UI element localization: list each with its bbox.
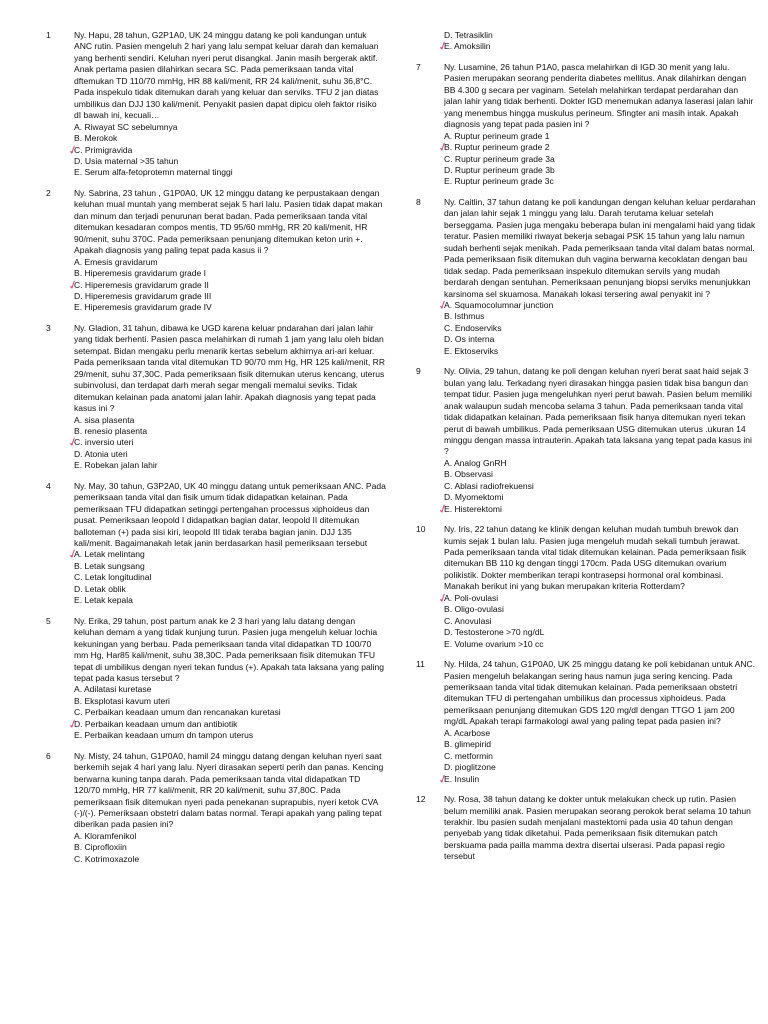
answer-option-text: C. Kotrimoxazole bbox=[74, 853, 140, 864]
answer-option-text: E. Histerektomi bbox=[444, 503, 502, 514]
answer-option[interactable] bbox=[444, 165, 756, 176]
answer-options bbox=[66, 256, 386, 314]
question-item bbox=[46, 751, 386, 866]
answer-option[interactable] bbox=[66, 276, 386, 293]
answer-options bbox=[66, 414, 386, 472]
answer-option[interactable] bbox=[444, 334, 756, 345]
question-stem: Ny. Olivia, 29 tahun, datang ke poli dengan keluhan nyeri berat saat haid sejak 3 bulan yang lalu. Terkadang nyeri dirasakan hingga pasien tidak bisa bangun dan tempat tidur. Pasien juga mengeluhkan nyeri perut bawah. Pasien belum memiliki anak walaupun sudah mencoba selama 3 tahun. Pada pemeriksaan tanda vital tidak didapatkan kelainan. Pada pemeriksaan fisik hanya ditemukan nyeri tekan perut di bawah umbilikus. Pada pemeriksaan USG ditemukan uterus .ukuran 14 minggu dengan massa intrauterin. Apakah tata laksana yang tepat pada kasus ini ? bbox=[444, 366, 752, 457]
answer-option-text: E. Amoksilin bbox=[444, 41, 491, 52]
answer-option[interactable] bbox=[74, 291, 386, 302]
answer-check-mark-icon: ✓ bbox=[436, 38, 450, 55]
answer-option[interactable] bbox=[444, 751, 756, 762]
question-item bbox=[416, 197, 756, 357]
answer-option-text: D. Usia maternal >35 tahun bbox=[74, 155, 179, 166]
question-item bbox=[416, 62, 756, 188]
answer-option-text: B. renesio plasenta bbox=[74, 425, 148, 436]
answer-option[interactable] bbox=[74, 842, 386, 853]
answer-option[interactable] bbox=[444, 311, 756, 322]
answer-option[interactable] bbox=[74, 415, 386, 426]
question-number: 6 bbox=[46, 750, 51, 761]
answer-option[interactable] bbox=[444, 604, 756, 615]
answer-option[interactable] bbox=[66, 715, 386, 733]
answer-option-text: C. Endoserviks bbox=[444, 322, 502, 333]
answer-option-text: C. Perbaikan keadaan umum dan rencanakan kuretasi bbox=[74, 707, 281, 718]
answer-option-text: E. Letak kepala bbox=[74, 595, 133, 606]
answer-option[interactable] bbox=[436, 500, 756, 517]
answer-option[interactable] bbox=[436, 38, 756, 55]
answer-option-text: E. Ruptur perineum grade 3c bbox=[444, 176, 554, 187]
answer-option-text: A. Ruptur perineum grade 1 bbox=[444, 130, 550, 141]
answer-option[interactable] bbox=[74, 572, 386, 583]
answer-check-mark-icon: ✓ bbox=[66, 715, 80, 733]
answer-option[interactable] bbox=[444, 728, 756, 739]
answer-option-text: D. Testosterone >70 ng/dL bbox=[444, 627, 545, 638]
answer-check-mark-icon: ✓ bbox=[436, 770, 450, 787]
answer-options bbox=[436, 589, 756, 650]
question-stem: Ny. Sabrina, 23 tahun , G1P0A0, UK 12 minggu datang ke perpustakaan dengan keluhan mual muntah yang memberat sejak 5 hari lalu. Pasien tidak dapat makan dan minum dan terjadi penurunan berat badan. Pada pemeriksaan tanda vital ditemukan kesadaran compos mentis, TD 95/60 mmHg, RR 20 kali/menit, HR 90/menit, suhu 370C. Pada pemeriksaan penunjang ditemukan keton urin +. Apakah diagnosis yang paling tepat pada kasus ii ? bbox=[74, 187, 383, 256]
right-column bbox=[416, 30, 756, 872]
answer-options bbox=[66, 546, 386, 606]
answer-option-text: A. Emesis gravidarum bbox=[74, 256, 158, 267]
answer-option[interactable] bbox=[74, 730, 386, 741]
answer-option-text: B. Oligo-ovulasi bbox=[444, 604, 504, 615]
answer-option[interactable] bbox=[74, 707, 386, 718]
answer-option-text: B. Hiperemesis gravidarum grade I bbox=[74, 268, 207, 279]
question-stem: Ny. Erika, 29 tahun, post partum anak ke 2 3 hari yang lalu datang dengan keluhan demam a yang tidak kunjung turun. Pasien juga mengeluh keluar lochia kekuningan yang berbau. Pada pemeriksaan tanda vital didapatkan TD 100/70 mm Hg, Har85 kali/menit, suhu 38,30C. Pada pemeriksaan fisik ditemukan TFU tepat di umbilikus dengan nyeri tekan fundus (+). Apakah tata laksana yang paling tepat pada kasus tersebut ? bbox=[74, 615, 385, 684]
answer-option[interactable] bbox=[444, 492, 756, 503]
answer-option[interactable] bbox=[444, 458, 756, 469]
question-stem: Ny. Misty, 24 tahun, G1P0A0, hamil 24 minggu datang dengan keluhan nyeri saat berkemih sejak 4 hari yang lalu. Nyeri dirasakan seperti perih dan panas. Kencing berwarna kuning tanpa darah. Pada pemeriksaan tanda vital didapatkan TD 120/70 mmHg, HR 77 kali/menit, RR 20 kali/menit, suhu 37,80C. Pada pemeriksaan fisik ditemukan nyeri pada penekanan suprapubis, nyeri ketok CVA (-)/(-). Pemeriksaan obstetri dalam batas normal. Terapi apakah yang paling tepat diberikan pada pasien ini? bbox=[74, 750, 384, 830]
question-stem: Ny. Hilda, 24 tahun, G1P0A0, UK 25 minggu datang ke poli kebidanan untuk ANC. Pasien mengeluh belakangan sering haus namun juga sering kencing. Pada pemeriksaan tanda vital tidak ditemukan kelainan. Pada pemeriksaan obstetri ditemukan TFU di pertengahan umbilikus dan processus xiphoideus. Pada pemeriksaan penunjang ditemukan GDS 120 mg/dl dengan TTGO 1 jam 200 mg/dL Apakah terapi farmakologi awal yang paling tepat pada pasien ini? bbox=[444, 659, 756, 727]
question-number: 9 bbox=[416, 366, 421, 377]
answer-option[interactable] bbox=[74, 831, 386, 842]
answer-option[interactable] bbox=[74, 561, 386, 572]
answer-option[interactable] bbox=[444, 616, 756, 627]
answer-options bbox=[436, 30, 756, 55]
answer-option[interactable] bbox=[444, 323, 756, 334]
answer-option-text: C. metformin bbox=[444, 750, 493, 761]
answer-option[interactable] bbox=[444, 176, 756, 187]
answer-option[interactable] bbox=[436, 138, 756, 156]
question-number: 10 bbox=[416, 524, 426, 535]
question-number: 12 bbox=[416, 794, 426, 805]
answer-option-text: D. pioglitzone bbox=[444, 762, 496, 773]
answer-option[interactable] bbox=[444, 131, 756, 142]
question-item bbox=[416, 524, 756, 650]
answer-option-text: D. Tetrasiklin bbox=[444, 30, 493, 40]
question-stem: Ny. Lusamine, 26 tahun P1A0, pasca melahirkan di IGD 30 menit yang lalu. Pasien merupakan seorang penderita diabetes mellitus. Anak dilahirkan dengan BB 4.300 g secara per vaginam. Setelah melahirkan terdapat perdarahan dan jalan lahir yang tidak berhenti. Dokter IGD menemukan adanya laserasi jalan lahir yang menembus hingga muskulus perineum. Sfingter ani masih intak. Apakah diagnosis yang tepat pada pasien ini ? bbox=[444, 61, 754, 130]
answer-option-text: E. Perbaikan keadaan umum dn tampon uterus bbox=[74, 730, 254, 741]
answer-option[interactable] bbox=[66, 546, 386, 563]
answer-option[interactable] bbox=[74, 460, 386, 471]
answer-option-text: E. Hiperemesis gravidarum grade IV bbox=[74, 302, 212, 313]
answer-option-text: B. Ruptur perineum grade 2 bbox=[444, 142, 550, 153]
answer-option-text: A. Adilatasi kuretase bbox=[74, 684, 152, 695]
question-number: 2 bbox=[46, 187, 51, 198]
answer-check-mark-icon: ✓ bbox=[66, 546, 80, 563]
question-stem: Ny. Iris, 22 tahun datang ke klinik dengan keluhan mudah tumbuh brewok dan kumis sejak 1 bulan lalu. Pasien juga mengeluh mudah sekali tumbuh jerawat. Pada pemeriksaan tanda vital tidak ditemukan kelainan. Pada pemeriksaan fisik ditemukan BB 110 kg dengan tinggi 170cm. Pada USG ditemukan ovarium polikistik. Dokter memberikan terapi kontrasepsi hormonal oral kombinasi. Manakah berikut ini yang bukan merupakan kriteria Rotterdam? bbox=[444, 524, 747, 592]
question-item bbox=[46, 188, 386, 314]
question-number: 1 bbox=[46, 30, 51, 40]
question-number: 7 bbox=[416, 61, 421, 72]
question-number: 11 bbox=[416, 659, 425, 670]
answer-options bbox=[436, 457, 756, 517]
answer-option[interactable] bbox=[74, 122, 386, 133]
answer-option[interactable] bbox=[74, 684, 386, 695]
answer-option-text: B. Eksplotasi kavum uteri bbox=[74, 695, 170, 706]
answer-option-text: E. Robekan jalan lahir bbox=[74, 460, 158, 471]
answer-option-text: A. Kloramfenikol bbox=[74, 830, 137, 841]
answer-option-text: B. Merokok bbox=[74, 133, 118, 144]
answer-option[interactable] bbox=[74, 268, 386, 279]
answer-option[interactable] bbox=[74, 167, 386, 178]
answer-option-text: C. Hiperemesis gravidarum grade II bbox=[74, 279, 209, 290]
answer-option[interactable] bbox=[74, 696, 386, 707]
question-item bbox=[46, 30, 386, 179]
answer-option-text: B. glimepirid bbox=[444, 739, 492, 750]
question-number: 5 bbox=[46, 615, 51, 626]
answer-options bbox=[436, 130, 756, 188]
answer-option-text: E. Insulin bbox=[444, 773, 480, 784]
answer-option[interactable] bbox=[74, 854, 386, 865]
question-item bbox=[416, 366, 756, 515]
question-6-continuation bbox=[416, 30, 756, 53]
question-stem: Ny. Hapu, 28 tahun, G2P1A0, UK 24 minggu datang ke poli kandungan untuk ANC rutin. Pasien mengeluh 2 hari yang lalu sempat keluar darah dan kemaluan yang berhenti sendiri. Keluhan nyeri perut disangkal. Janin masih bergerak aktif. Anak pertama pasien dilahirkan secara SC. Pada pemeriksaan tanda vital dftemukan TD 110/70 mmHg, HR 88 kali/menit, RR 24 kali/menit, suhu 36,8°C. Pada inspekulo tidak ditemukan darah yang keluar dan serviks. TFU 2 jan diatas umbilikus dan DJJ 130 kali/menit. Penyakit pasien dapat dipicu oleh faktor risiko dI bawah ini, kecuali… bbox=[74, 30, 379, 121]
answer-option[interactable] bbox=[74, 595, 386, 606]
answer-options bbox=[436, 727, 756, 787]
answer-option[interactable] bbox=[444, 30, 756, 41]
answer-option-text: C. Ruptur perineum grade 3a bbox=[444, 153, 555, 164]
question-number: 8 bbox=[416, 196, 421, 207]
answer-option[interactable] bbox=[444, 627, 756, 638]
answer-option-text: D. Os interna bbox=[444, 334, 495, 345]
answer-option[interactable] bbox=[436, 589, 756, 607]
answer-option-text: C. Primigravida bbox=[74, 144, 133, 155]
answer-option-text: E. Ektoserviks bbox=[444, 345, 499, 356]
question-item bbox=[416, 659, 756, 785]
answer-option-text: D. Atonia uteri bbox=[74, 448, 128, 459]
answer-option[interactable] bbox=[436, 296, 756, 314]
answer-option[interactable] bbox=[444, 481, 756, 492]
question-stem: Ny. Gladion, 31 tahun, dibawa ke UGD karena keluar pndarahan dari jalan lahir yang tidak berhenti. Pasien pasca melahirkan di rumah 1 jam yang lalu oleh bidan setempat. Bidan mengaku perlu menarik kertas sebelum akhirnya ari-ari keluar. Pada pemeriksaan tanda vital ditemukan TD 90/70 mm Hg, HR 125 kali/menit, RR 29/menit, suhu 37,30C. Pada pemeriksaan fisik ditemukan uterus kencang, uterus subinvolusi, dan terdapat darh merah segar mengali memalui seviks. Tidak ditemukan kelainan pada anatomi jalan lahir. Apakah diagnosis yang tepat pada kasus ini ? bbox=[74, 322, 385, 414]
answer-check-mark-icon: ✓ bbox=[436, 296, 450, 314]
answer-option-text: D. Ruptur perineum grade 3b bbox=[444, 164, 555, 175]
question-item bbox=[46, 323, 386, 472]
answer-option-text: B. Isthmus bbox=[444, 311, 485, 322]
answer-check-mark-icon: ✓ bbox=[436, 138, 450, 156]
answer-check-mark-icon: ✓ bbox=[436, 589, 450, 607]
answer-option-text: E. Serum alfa-fetoprotemn maternal tinggi bbox=[74, 167, 233, 178]
answer-option[interactable] bbox=[74, 302, 386, 313]
answer-options bbox=[66, 684, 386, 741]
answer-option[interactable] bbox=[74, 584, 386, 595]
answer-option-text: D. Myomektomi bbox=[444, 492, 504, 503]
answer-option-text: B. Letak sungsang bbox=[74, 560, 145, 571]
answer-option-text: A. Analog GnRH bbox=[444, 457, 507, 468]
answer-option-text: C. inversio uteri bbox=[74, 437, 134, 448]
answer-option[interactable] bbox=[66, 141, 386, 158]
answer-option-text: A. sisa plasenta bbox=[74, 414, 135, 425]
answer-option[interactable] bbox=[74, 257, 386, 268]
answer-option-text: D. Perbaikan keadaan umum dan antibiotik bbox=[74, 718, 238, 729]
answer-option[interactable] bbox=[444, 762, 756, 773]
answer-option-text: A. Squamocolumnar junction bbox=[444, 299, 554, 310]
answer-option-text: D. Letak oblik bbox=[74, 583, 126, 594]
answer-option-text: A. Riwayat SC sebelumnya bbox=[74, 121, 178, 132]
question-number: 4 bbox=[46, 480, 51, 491]
answer-options bbox=[74, 831, 386, 865]
answer-option-text: A. Poli-ovulasi bbox=[444, 592, 499, 603]
answer-check-mark-icon: ✓ bbox=[66, 434, 80, 451]
question-item bbox=[416, 794, 756, 863]
answer-option[interactable] bbox=[74, 133, 386, 144]
answer-option[interactable] bbox=[74, 449, 386, 460]
answer-option[interactable] bbox=[444, 154, 756, 165]
answer-check-mark-icon: ✓ bbox=[66, 276, 80, 293]
answer-option-text: C. Ablasi radiofrekuensi bbox=[444, 480, 534, 491]
answer-option[interactable] bbox=[74, 156, 386, 167]
answer-option-text: E. Volume ovarium >10 cc bbox=[444, 638, 544, 649]
left-column bbox=[46, 30, 386, 874]
answer-option[interactable] bbox=[436, 770, 756, 787]
answer-option[interactable] bbox=[444, 739, 756, 750]
answer-option[interactable] bbox=[444, 346, 756, 357]
answer-option-text: D. Hiperemesis gravidarum grade III bbox=[74, 290, 212, 301]
answer-option[interactable] bbox=[66, 434, 386, 451]
answer-option-text: A. Letak melintang bbox=[74, 549, 145, 560]
answer-option-text: B. Observasi bbox=[444, 469, 493, 480]
answer-check-mark-icon: ✓ bbox=[66, 141, 80, 158]
answer-option-text: C. Letak longitudinal bbox=[74, 572, 152, 583]
answer-options bbox=[436, 296, 756, 357]
answer-option-text: A. Acarbose bbox=[444, 727, 491, 738]
answer-option-text: C. Anovulasi bbox=[444, 615, 492, 626]
answer-option-text: B. Ciprofloxiin bbox=[74, 842, 127, 853]
question-number: 3 bbox=[46, 322, 51, 333]
answer-check-mark-icon: ✓ bbox=[436, 500, 450, 517]
question-item bbox=[46, 481, 386, 607]
question-stem: Ny. Caitlin, 37 tahun datang ke poli kandungan dengan keluhan keluar perdarahan dan jalan lahir sejak 1 minggu yang lalu. Darah terutama keluar setelah berseggama. Pasien juga mengaku beberapa bulan ini mengalami haid yang tidak teratur. Pasien memiliki riwayat bekerja sebagai PSK 15 tahun yang lalu namun sudah berhenti sejak menikah. Pada pemeriksaan tanda vital dalam batas normal. Pada pemeriksaan fisik ditemukan duh vagina berwarna kecoklatan dengan bau tidak sedap. Pada pemeriksaan inspekulo ditemukan servils yang mudah berdarah dengan sentuhan. Pemeriksaan penunjang biopsi serviks menunjukkan karsinoma sel skuamosa. Manakah lokasi tersering awal penyakit ini ? bbox=[444, 196, 756, 299]
question-stem: Ny. May, 30 tahun, G3P2A0, UK 40 minggu datang untuk pemeriksaan ANC. Pada pemeriksaan tanda vital dan fisik umum tidak didapatkan kelainan. Pada pemeriksaan TFU didapatkan setinggi pertengahan processus xiphoideus dan pusat. Pemeriksaan leopold I didapatkan bagian datar, leopold II ditemukan balloteman (+) pada sisi kiri, leopold III tidak teraba bagian janin. DJJ 135 kali/menit. Bagaimanakah letak janin berdasarkan hasil pemeriksaan tersebut bbox=[74, 480, 386, 549]
answer-option[interactable] bbox=[74, 426, 386, 437]
answer-option[interactable] bbox=[444, 469, 756, 480]
answer-option[interactable] bbox=[444, 639, 756, 650]
question-stem: Ny. Rosa, 38 tahun datang ke dokter untuk melakukan check up rutin. Pasien belum memiliki anak. Pasien merupakan seorang perokok berat selama 10 tahun terakhir. Ibu pasien sudah menjalani mastektomi pada usia 40 tahun dengan penyebab yang tidak diketahui. Pada pemeriksaan fisik ditemukan patch berskuama pada pailla mamma dextra disertai ulserasi. Pada papasi regio tersebut bbox=[444, 794, 751, 862]
answer-options bbox=[66, 121, 386, 179]
question-item bbox=[46, 616, 386, 742]
